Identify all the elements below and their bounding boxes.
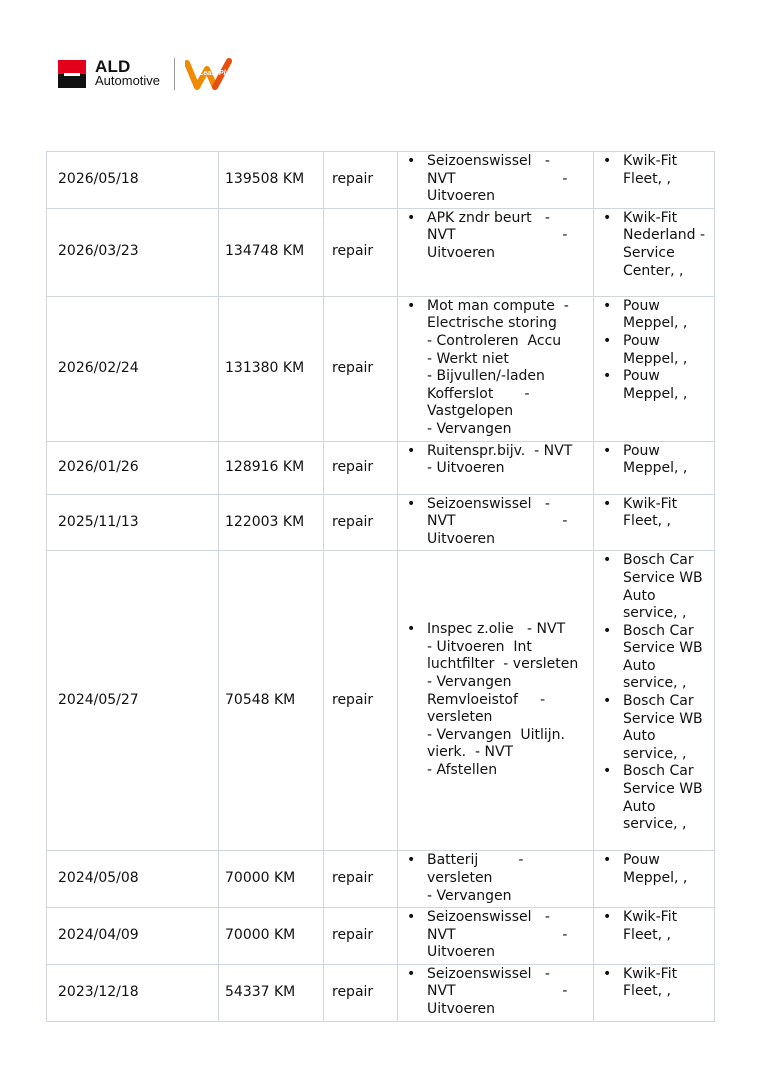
type-cell: repair bbox=[324, 964, 398, 1021]
description-item: • APK zndr beurt - NVT - Uitvoeren bbox=[398, 210, 593, 263]
workshop-item: • Kwik-Fit Fleet, , bbox=[594, 153, 714, 188]
workshop-cell bbox=[594, 851, 715, 908]
workshop-list bbox=[594, 965, 714, 1001]
mileage-cell: 131380 KM bbox=[219, 296, 324, 441]
table-row bbox=[47, 296, 715, 441]
description-cell bbox=[398, 964, 594, 1021]
workshop-cell bbox=[594, 152, 715, 209]
workshop-item: • Bosch Car Service WB Auto service, , bbox=[594, 623, 714, 693]
date-cell: 2026/03/23 bbox=[47, 208, 219, 296]
description-item: • Ruitenspr.bijv. - NVT - Uitvoeren bbox=[398, 443, 593, 478]
table-row bbox=[47, 551, 715, 851]
mileage-cell: 128916 KM bbox=[219, 441, 324, 494]
description-cell bbox=[398, 551, 594, 851]
description-list bbox=[398, 442, 593, 480]
description-cell bbox=[398, 908, 594, 965]
description-item: • Mot man compute - Electrische storing - Controleren Accu - Werkt niet - Bijvullen/-laden Kofferslot - Vastgelopen - Vervangen bbox=[398, 298, 593, 439]
date-cell: 2023/12/18 bbox=[47, 964, 219, 1021]
description-cell bbox=[398, 851, 594, 908]
page-header bbox=[58, 57, 241, 91]
description-list bbox=[398, 965, 593, 1021]
workshop-list bbox=[594, 908, 714, 944]
description-list bbox=[398, 620, 593, 781]
mileage-cell: 139508 KM bbox=[219, 152, 324, 209]
workshop-list bbox=[594, 297, 714, 404]
workshop-item: • Bosch Car Service WB Auto service, , bbox=[594, 763, 714, 833]
workshop-item: • Pouw Meppel, , bbox=[594, 852, 714, 887]
mileage-cell: 70000 KM bbox=[219, 851, 324, 908]
workshop-item: • Kwik-Fit Fleet, , bbox=[594, 909, 714, 944]
date-cell: 2026/01/26 bbox=[47, 441, 219, 494]
table-row bbox=[47, 964, 715, 1021]
description-item: • Seizoenswissel - NVT - Uitvoeren bbox=[398, 909, 593, 962]
workshop-list bbox=[594, 851, 714, 887]
date-cell: 2026/05/18 bbox=[47, 152, 219, 209]
mileage-cell: 122003 KM bbox=[219, 494, 324, 551]
workshop-cell bbox=[594, 908, 715, 965]
date-cell: 2024/05/08 bbox=[47, 851, 219, 908]
mileage-cell: 70548 KM bbox=[219, 551, 324, 851]
description-list bbox=[398, 209, 593, 265]
table-row bbox=[47, 441, 715, 494]
workshop-list bbox=[594, 209, 714, 280]
date-cell: 2024/05/27 bbox=[47, 551, 219, 851]
logo-divider bbox=[174, 58, 175, 90]
workshop-cell bbox=[594, 964, 715, 1021]
description-cell bbox=[398, 152, 594, 209]
workshop-item: • Kwik-Fit Nederland - Service Center, , bbox=[594, 210, 714, 280]
description-cell bbox=[398, 441, 594, 494]
description-list bbox=[398, 495, 593, 551]
brand-line1: ALD bbox=[95, 57, 131, 76]
description-item: • Inspec z.olie - NVT - Uitvoeren Int luchtfilter - versleten - Vervangen Remvloeistof - versleten - Vervangen Uitlijn. vierk. - NVT - Afstellen bbox=[398, 621, 593, 779]
type-cell: repair bbox=[324, 494, 398, 551]
workshop-item: • Pouw Meppel, , bbox=[594, 298, 714, 333]
mileage-cell: 54337 KM bbox=[219, 964, 324, 1021]
type-cell: repair bbox=[324, 908, 398, 965]
description-list bbox=[398, 908, 593, 964]
description-item: • Seizoenswissel - NVT - Uitvoeren bbox=[398, 966, 593, 1019]
workshop-list bbox=[594, 551, 714, 834]
workshop-list bbox=[594, 495, 714, 531]
description-cell bbox=[398, 208, 594, 296]
workshop-list bbox=[594, 442, 714, 478]
table-row bbox=[47, 494, 715, 551]
date-cell: 2026/02/24 bbox=[47, 296, 219, 441]
workshop-cell bbox=[594, 296, 715, 441]
workshop-item: • Pouw Meppel, , bbox=[594, 368, 714, 403]
description-list bbox=[398, 297, 593, 441]
type-cell: repair bbox=[324, 551, 398, 851]
leaseplan-logo bbox=[185, 57, 241, 91]
description-cell bbox=[398, 494, 594, 551]
description-list bbox=[398, 851, 593, 907]
brand-line2: Automotive bbox=[95, 73, 161, 88]
table-row bbox=[47, 208, 715, 296]
type-cell: repair bbox=[324, 441, 398, 494]
workshop-cell bbox=[594, 494, 715, 551]
description-item: • Batterij - versleten - Vervangen bbox=[398, 852, 593, 905]
workshop-item: • Bosch Car Service WB Auto service, , bbox=[594, 552, 714, 622]
workshop-cell bbox=[594, 208, 715, 296]
workshop-list bbox=[594, 152, 714, 188]
table-row bbox=[47, 851, 715, 908]
mileage-cell: 70000 KM bbox=[219, 908, 324, 965]
description-item: • Seizoenswissel - NVT - Uitvoeren bbox=[398, 496, 593, 549]
workshop-cell bbox=[594, 441, 715, 494]
workshop-item: • Pouw Meppel, , bbox=[594, 443, 714, 478]
table-body bbox=[47, 152, 715, 1022]
leaseplan-logo-text: LeasePlan bbox=[199, 70, 234, 77]
workshop-item: • Kwik-Fit Fleet, , bbox=[594, 966, 714, 1001]
ald-logo-text bbox=[95, 57, 161, 88]
workshop-item: • Pouw Meppel, , bbox=[594, 333, 714, 368]
type-cell: repair bbox=[324, 851, 398, 908]
type-cell: repair bbox=[324, 208, 398, 296]
type-cell: repair bbox=[324, 296, 398, 441]
maintenance-history-table bbox=[46, 151, 715, 1022]
workshop-item: • Kwik-Fit Fleet, , bbox=[594, 496, 714, 531]
mileage-cell: 134748 KM bbox=[219, 208, 324, 296]
workshop-item: • Bosch Car Service WB Auto service, , bbox=[594, 693, 714, 763]
type-cell: repair bbox=[324, 152, 398, 209]
ald-logo-mark bbox=[58, 60, 86, 88]
description-list bbox=[398, 152, 593, 208]
date-cell: 2025/11/13 bbox=[47, 494, 219, 551]
date-cell: 2024/04/09 bbox=[47, 908, 219, 965]
table-row bbox=[47, 152, 715, 209]
table-row bbox=[47, 908, 715, 965]
description-cell bbox=[398, 296, 594, 441]
description-item: • Seizoenswissel - NVT - Uitvoeren bbox=[398, 153, 593, 206]
workshop-cell bbox=[594, 551, 715, 851]
